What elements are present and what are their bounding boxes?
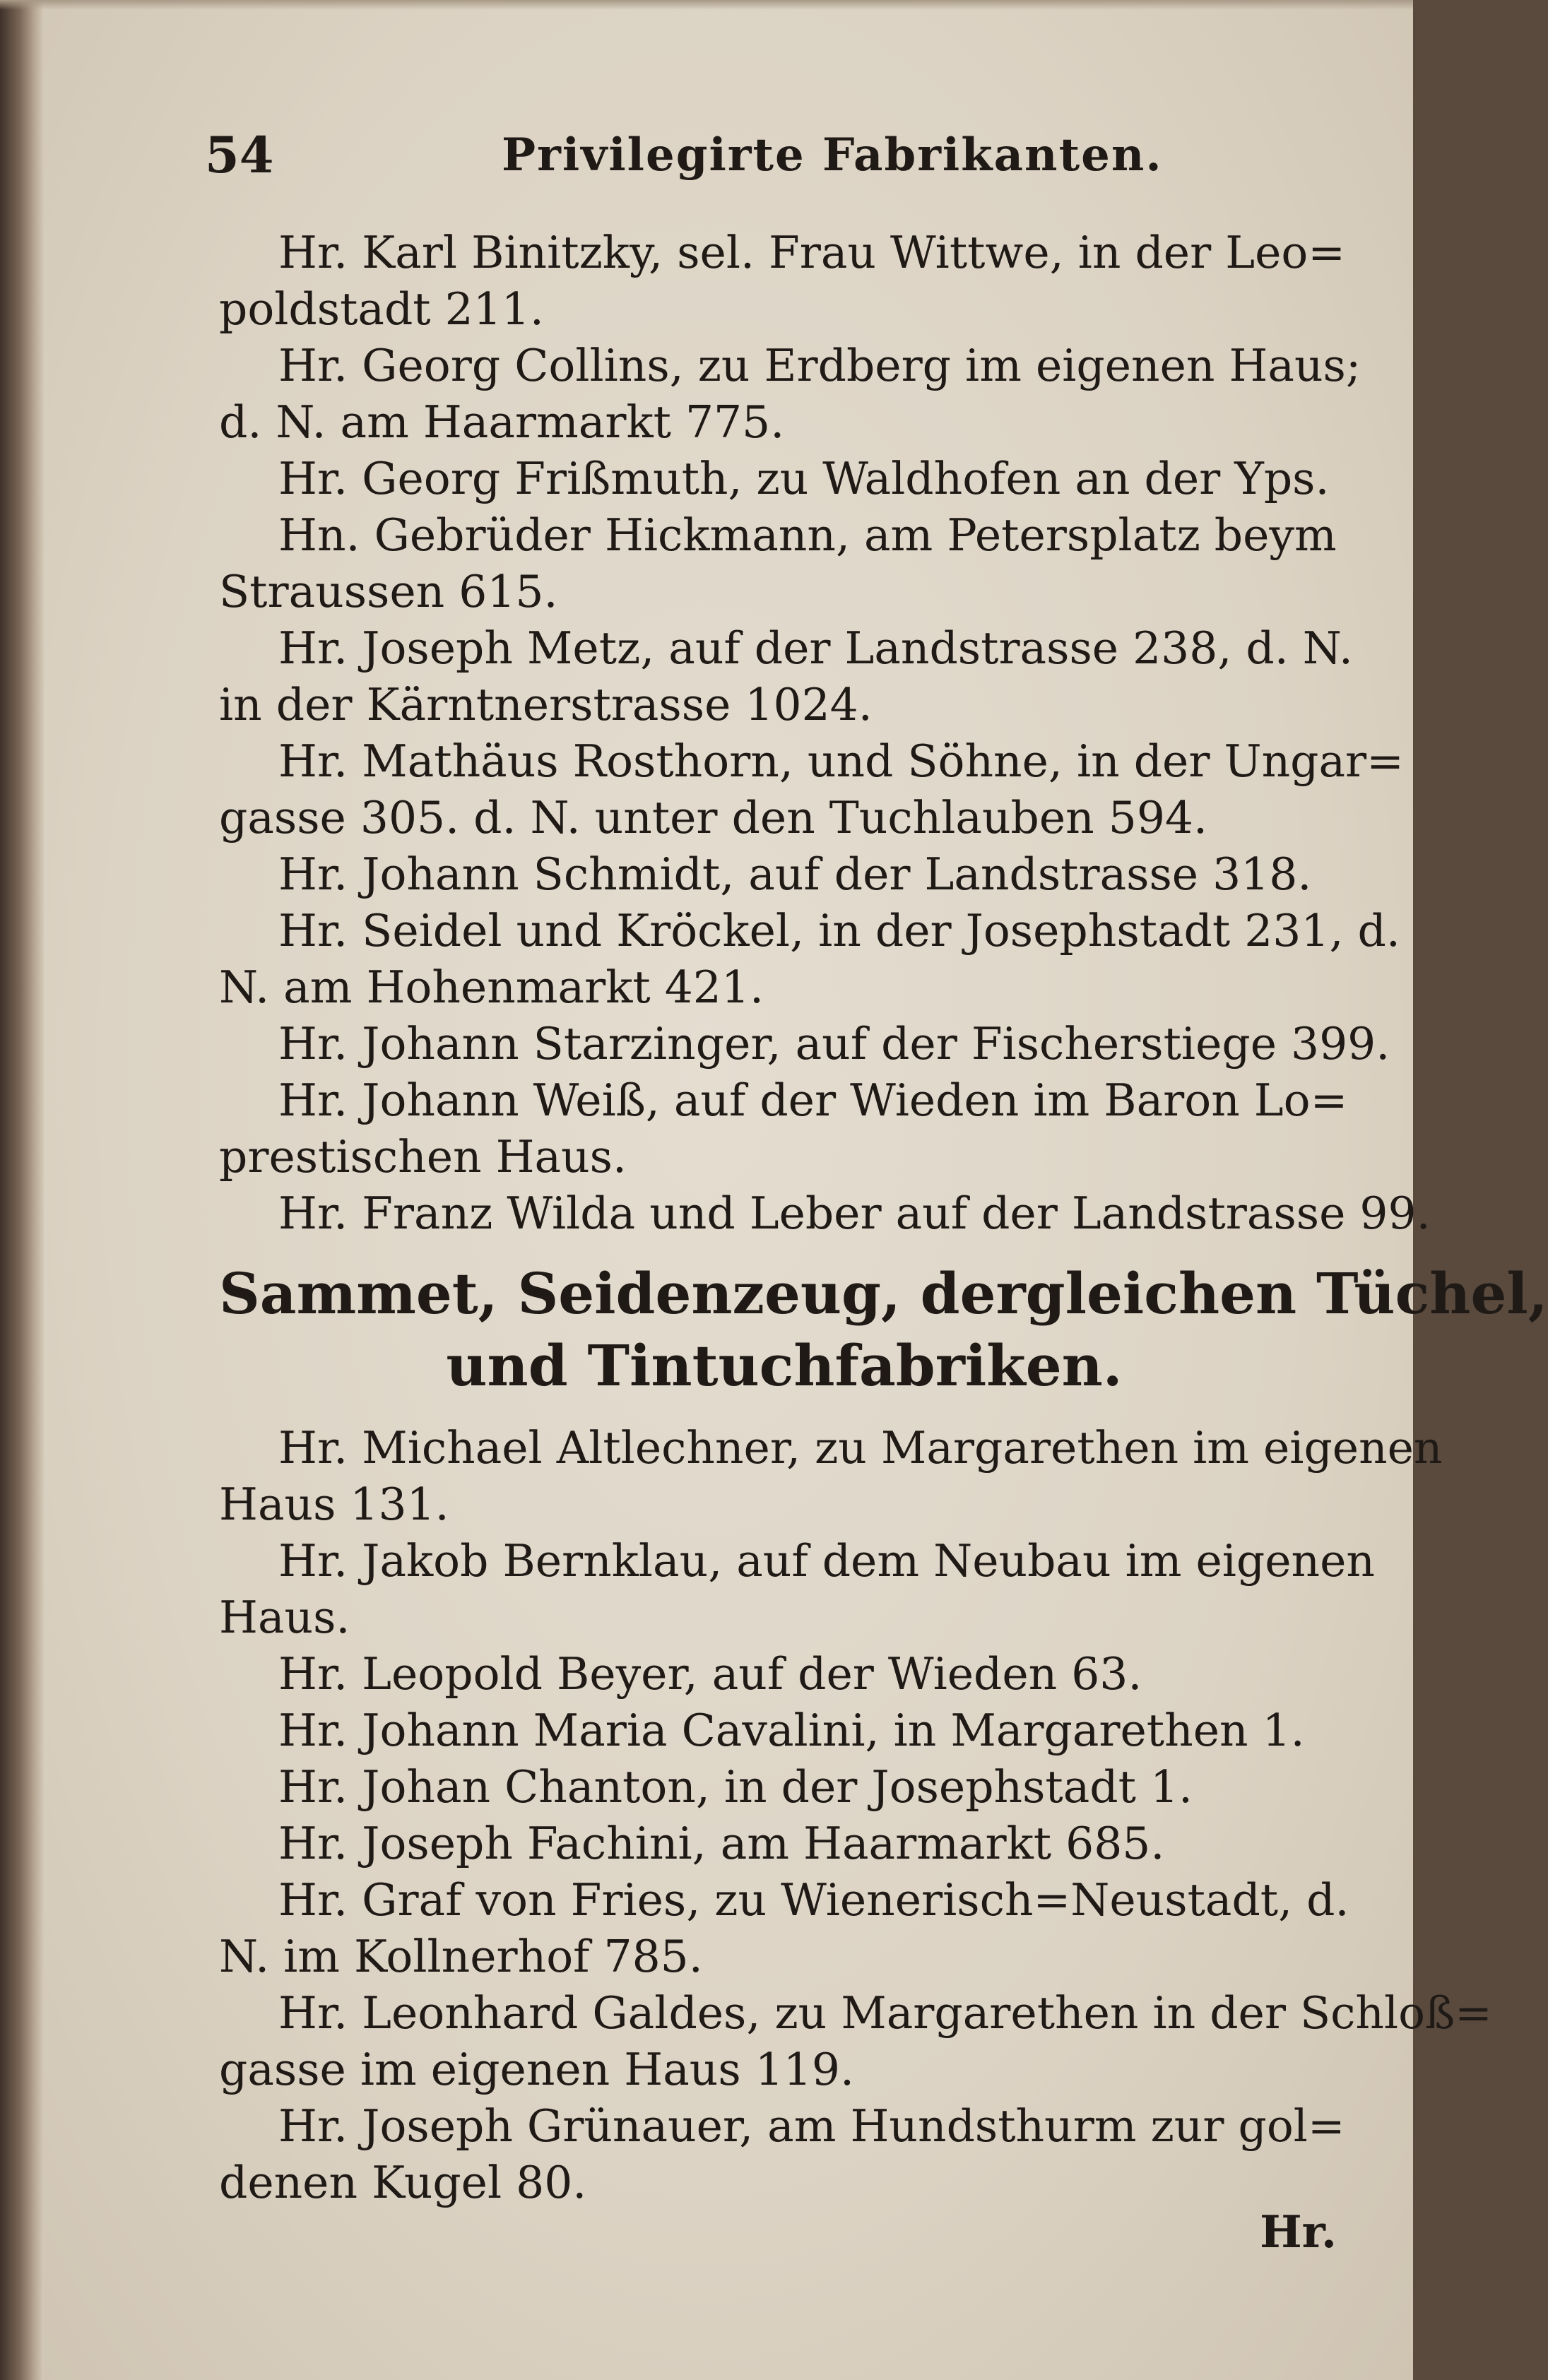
entry-line: Hr. Franz Wilda und Leber auf der Landstrasse 99. — [278, 1188, 1431, 1239]
manufacturer-list — [219, 225, 1431, 1242]
entry-continuation-line: in der Kärntnerstrasse 1024. — [219, 679, 873, 730]
entry-line: Hr. Georg Frißmuth, zu Waldhofen an der Yps. — [278, 453, 1330, 504]
entry-continuation-line: Haus. — [219, 1592, 350, 1643]
entry-continuation-line: gasse 305. d. N. unter den Tuchlauben 594. — [219, 792, 1208, 843]
list-entry — [219, 451, 1349, 507]
entry-line: Hr. Leopold Beyer, auf der Wieden 63. — [278, 1648, 1142, 1700]
running-head: Privilegirte Fabrikanten. — [502, 129, 1163, 182]
page-body — [219, 225, 1548, 2211]
entry-line: Hr. Joseph Fachini, am Haarmarkt 685. — [278, 1818, 1165, 1869]
entry-line: Hr. Johann Schmidt, auf der Landstrasse 318. — [278, 848, 1312, 900]
list-entry — [219, 1072, 1349, 1185]
entry-line: Hr. Graf von Fries, zu Wienerisch=Neustadt, d. — [278, 1874, 1349, 1926]
entry-continuation-line: N. am Hohenmarkt 421. — [219, 961, 764, 1013]
manufacturer-list — [219, 1420, 1492, 2211]
list-entry — [219, 1759, 1349, 1816]
entry-continuation-line: Straussen 615. — [219, 566, 558, 617]
entry-continuation-line: denen Kugel 80. — [219, 2157, 587, 2208]
entry-continuation-line: gasse im eigenen Haus 119. — [219, 2044, 854, 2095]
entry-line: Hr. Seidel und Kröckel, in der Josephstadt 231, d. — [278, 905, 1400, 957]
entry-line: Hr. Johan Chanton, in der Josephstadt 1. — [278, 1761, 1193, 1813]
list-entry — [219, 1646, 1349, 1703]
entry-line: Hr. Jakob Bernklau, auf dem Neubau im eigenen — [278, 1535, 1375, 1587]
list-entry — [219, 903, 1400, 1016]
page-number: 54 — [205, 126, 274, 184]
entry-line: Hr. Joseph Metz, auf der Landstrasse 238, d. N. — [278, 622, 1353, 674]
entry-line: Hr. Mathäus Rosthorn, und Söhne, in der Ungar= — [278, 735, 1404, 787]
section-heading-line: Sammet, Seidenzeug, dergleichen Tüchel, — [219, 1260, 1548, 1327]
list-entry — [219, 2098, 1349, 2211]
page-header — [205, 126, 1349, 189]
entry-line: Hn. Gebrüder Hickmann, am Petersplatz beym — [278, 509, 1337, 561]
list-entry — [219, 846, 1349, 903]
section-heading — [219, 1257, 1548, 1402]
list-entry — [219, 1420, 1443, 1533]
entry-continuation-line: N. im Kollnerhof 785. — [219, 1931, 703, 1982]
list-entry — [219, 225, 1349, 338]
entry-continuation-line: prestischen Haus. — [219, 1131, 627, 1183]
list-entry — [219, 1533, 1375, 1646]
entry-continuation-line: poldstadt 211. — [219, 283, 544, 335]
entry-line: Hr. Michael Altlechner, zu Margarethen im eigenen — [278, 1422, 1443, 1474]
list-entry — [219, 1816, 1349, 1872]
list-entry — [219, 338, 1361, 451]
list-entry — [219, 1872, 1349, 1985]
list-entry — [219, 1985, 1492, 2098]
catchword: Hr. — [1260, 2206, 1337, 2258]
list-entry — [219, 620, 1353, 733]
list-entry — [219, 507, 1349, 620]
list-entry — [219, 1185, 1431, 1242]
list-entry — [219, 1703, 1349, 1759]
entry-continuation-line: d. N. am Haarmarkt 775. — [219, 396, 785, 448]
entry-line: Hr. Karl Binitzky, sel. Frau Wittwe, in der Leo= — [278, 227, 1346, 278]
entry-continuation-line: Haus 131. — [219, 1479, 449, 1530]
entry-line: Hr. Georg Collins, zu Erdberg im eigenen Haus; — [278, 340, 1361, 391]
list-entry — [219, 1016, 1390, 1072]
entry-line: Hr. Leonhard Galdes, zu Margarethen in der Schloß= — [278, 1987, 1492, 2039]
section-heading-line: und Tintuchfabriken. — [446, 1332, 1123, 1399]
page-edge-shadow — [0, 0, 1413, 10]
entry-line: Hr. Joseph Grünauer, am Hundsthurm zur gol= — [278, 2100, 1345, 2152]
entry-line: Hr. Johann Maria Cavalini, in Margarethen 1. — [278, 1705, 1305, 1756]
binding-gutter — [0, 0, 44, 2380]
list-entry — [219, 733, 1404, 846]
entry-line: Hr. Johann Weiß, auf der Wieden im Baron Lo= — [278, 1074, 1348, 1126]
entry-line: Hr. Johann Starzinger, auf der Fischerstiege 399. — [278, 1018, 1390, 1070]
